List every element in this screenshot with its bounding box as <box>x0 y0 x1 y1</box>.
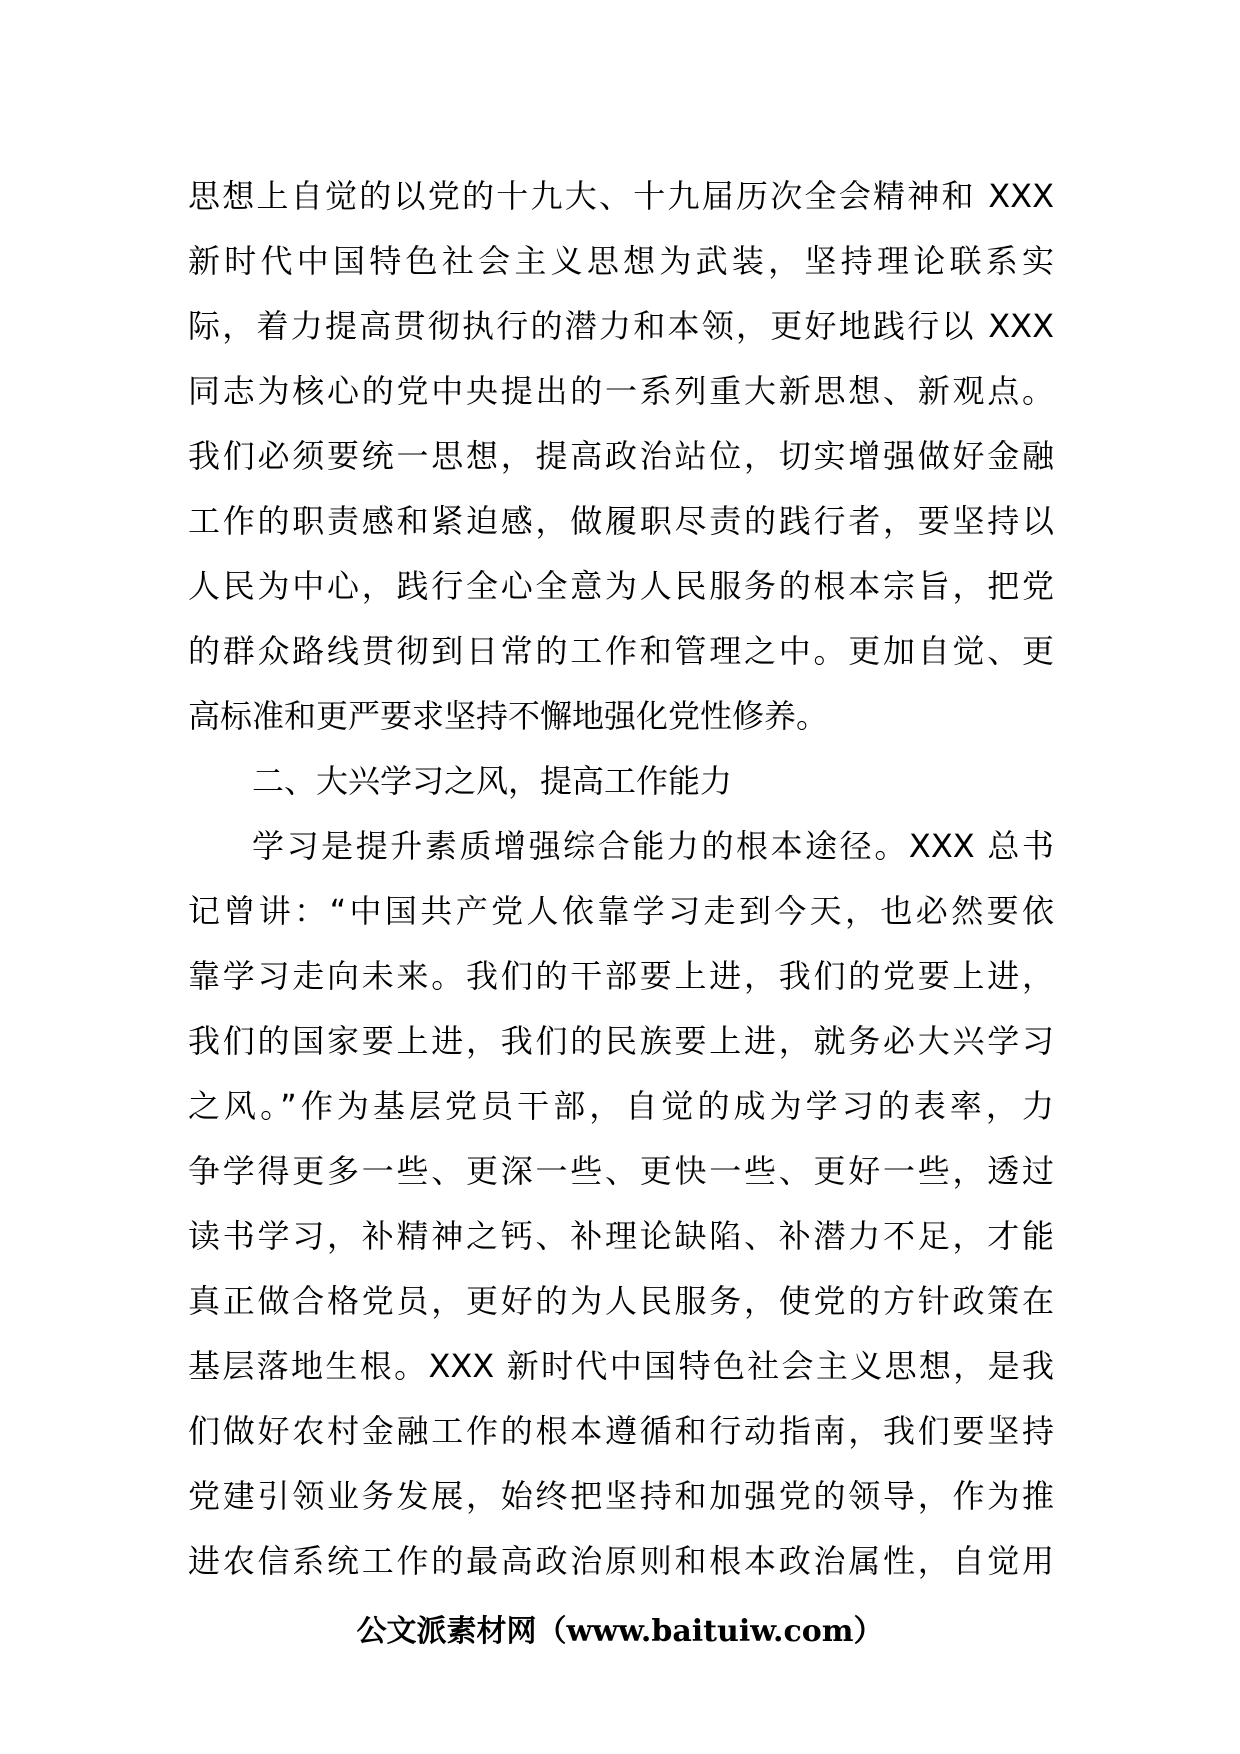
text-line: 基层落地生根。XXX 新时代中国特色社会主义思想，是我 <box>188 1347 1054 1385</box>
text-line: 党建引领业务发展，始终把坚持和加强党的领导，作为推 <box>188 1477 1054 1515</box>
text-line: 人民为中心，践行全心全意为人民服务的根本宗旨，把党 <box>188 567 1054 605</box>
text-line: 之风。”作为基层党员干部，自觉的成为学习的表率，力 <box>188 1087 1054 1125</box>
text-line: 高标准和更严要求坚持不懈地强化党性修养。 <box>188 697 829 735</box>
text-line: 际，着力提高贯彻执行的潜力和本领，更好地践行以 XXX <box>188 307 1054 345</box>
text-line: 记曾讲：“中国共产党人依靠学习走到今天，也必然要依 <box>188 892 1054 930</box>
text-line: 思想上自觉的以党的十九大、十九届历次全会精神和 XXX <box>188 177 1054 215</box>
text-line: 的群众路线贯彻到日常的工作和管理之中。更加自觉、更 <box>188 632 1054 670</box>
text-line: 新时代中国特色社会主义思想为武装，坚持理论联系实 <box>188 242 1054 280</box>
text-line: 们做好农村金融工作的根本遵循和行动指南，我们要坚持 <box>188 1412 1054 1450</box>
text-line: 争学得更多一些、更深一些、更快一些、更好一些，透过 <box>188 1152 1054 1190</box>
footer-watermark: 公文派素材网（www.baituiw.com） <box>356 1614 884 1649</box>
text-line: 同志为核心的党中央提出的一系列重大新思想、新观点。 <box>188 372 1054 410</box>
text-line: 读书学习，补精神之钙、补理论缺陷、补潜力不足，才能 <box>188 1217 1054 1255</box>
text-line: 工作的职责感和紧迫感，做履职尽责的践行者，要坚持以 <box>188 502 1054 540</box>
text-line: 二、大兴学习之风，提高工作能力 <box>252 762 733 800</box>
text-line: 进农信系统工作的最高政治原则和根本政治属性，自觉用 <box>188 1542 1054 1580</box>
text-line: 学习是提升素质增强综合能力的根本途径。XXX 总书 <box>252 827 1054 865</box>
text-line: 真正做合格党员，更好的为人民服务，使党的方针政策在 <box>188 1282 1054 1320</box>
text-line: 靠学习走向未来。我们的干部要上进，我们的党要上进， <box>188 957 1054 995</box>
text-line: 我们必须要统一思想，提高政治站位，切实增强做好金融 <box>188 437 1054 475</box>
document-body <box>188 164 1054 1594</box>
text-line: 我们的国家要上进，我们的民族要上进，就务必大兴学习 <box>188 1022 1054 1060</box>
